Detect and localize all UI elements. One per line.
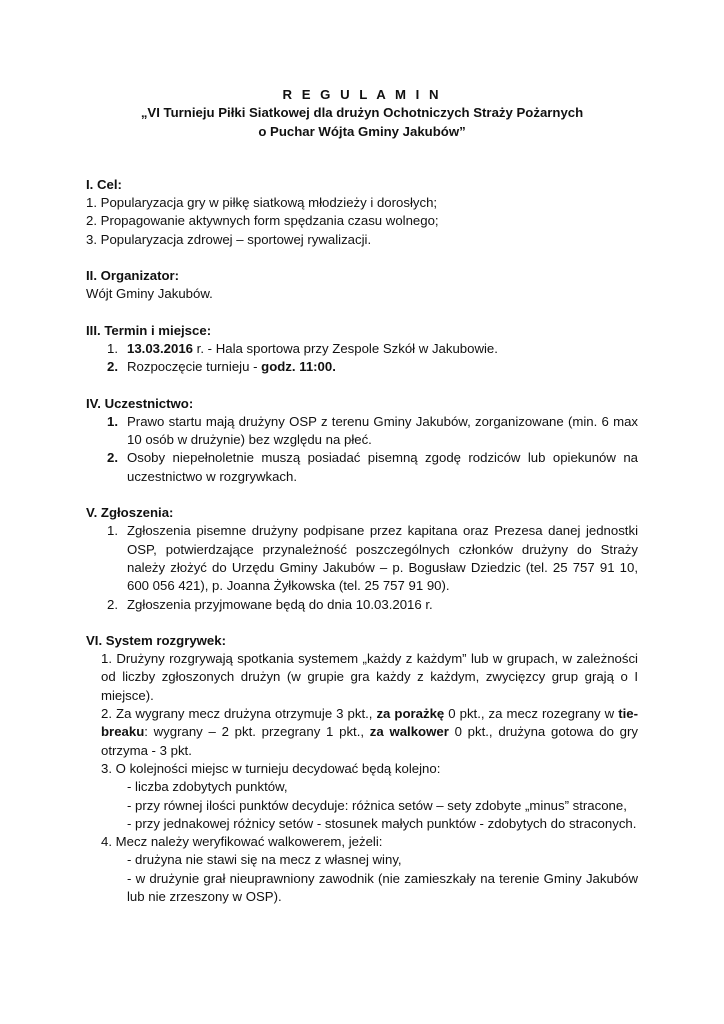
text-run: 0 pkt., za mecz rozegrany w xyxy=(444,706,619,722)
cel-item-2: 2. Propagowanie aktywnych form spędzania czasu wolnego; xyxy=(86,213,439,229)
list-number: 1. xyxy=(107,523,118,539)
text-run-bold: za walkower xyxy=(369,724,449,740)
system-point-1: 1. Drużyny rozgrywają spotkania systemem „każdy z każdym” lub w grupach, w zależności od liczby zgłoszonych drużyn (w grupie gra każdy z każdym, zwycięzcy grup grają o I miejsce). xyxy=(101,651,638,703)
section-uczestnictwo xyxy=(86,395,638,486)
event-date: 13.03.2016 xyxy=(127,340,194,356)
list-number: 1. xyxy=(107,413,118,429)
list-item xyxy=(86,596,638,614)
document-subtitle-line2: o Puchar Wójta Gminy Jakubów” xyxy=(258,123,466,139)
start-time: godz. 11:00. xyxy=(261,359,336,375)
system-point-3: 3. O kolejności miejsc w turnieju decydować będą kolejno: xyxy=(101,760,441,776)
start-label: Rozpoczęcie turnieju - xyxy=(127,359,262,375)
uczestnictwo-list xyxy=(86,413,638,486)
section-system xyxy=(86,632,638,906)
text-run-bold: za porażkę xyxy=(376,706,445,722)
list-item xyxy=(86,522,638,595)
text-run: : wygrany – 2 pkt. przegrany 1 pkt., xyxy=(144,724,370,740)
dash-item: - w drużynie grał nieuprawniony zawodnik (nie zamieszkały na terenie Gminy Jakubów lub nie zrzeszony w OSP). xyxy=(127,870,638,904)
dash-item: - drużyna nie stawi się na mecz z własnej winy, xyxy=(127,852,402,868)
list-number: 2. xyxy=(107,596,118,612)
list-number: 2. xyxy=(107,359,118,375)
list-item xyxy=(86,340,638,358)
section-heading: V. Zgłoszenia: xyxy=(86,505,174,521)
organizator-text: Wójt Gminy Jakubów. xyxy=(86,286,213,302)
list-text: Zgłoszenia przyjmowane będą do dnia 10.03.2016 r. xyxy=(127,596,433,612)
section-heading: I. Cel: xyxy=(86,176,122,192)
cel-item-1: 1. Popularyzacja gry w piłkę siatkową młodzieży i dorosłych; xyxy=(86,195,438,211)
dash-item: - przy równej ilości punktów decyduje: różnica setów – sety zdobyte „minus” stracone, xyxy=(127,797,627,813)
termin-list xyxy=(86,340,638,377)
list-item xyxy=(86,358,638,376)
section-zgloszenia xyxy=(86,504,638,614)
section-heading: VI. System rozgrywek: xyxy=(86,632,226,648)
section-heading: III. Termin i miejsce: xyxy=(86,322,212,338)
system-point-4: 4. Mecz należy weryfikować walkowerem, jeżeli: xyxy=(101,834,383,850)
text-run: 0 pkt., drużyna gotowa do gry otrzyma - 3 pkt. xyxy=(101,724,638,758)
event-place: r. - Hala sportowa przy Zespole Szkół w Jakubowie. xyxy=(193,340,498,356)
system-point-2 xyxy=(86,705,638,760)
section-cel xyxy=(86,176,638,249)
section-termin xyxy=(86,322,638,377)
text-run: 2. Za wygrany mecz drużyna otrzymuje 3 pkt., xyxy=(101,706,377,722)
dash-item: - liczba zdobytych punktów, xyxy=(127,779,288,795)
document-title: R E G U L A M I N xyxy=(282,87,442,102)
section-heading: IV. Uczestnictwo: xyxy=(86,395,194,411)
dash-item: - przy jednakowej różnicy setów - stosunek małych punktów - zdobytych do straconych. xyxy=(127,815,637,831)
list-item xyxy=(86,449,638,486)
list-text: Prawo startu mają drużyny OSP z terenu Gminy Jakubów, zorganizowane (min. 6 max 10 osób w drużynie) bez względu na płeć. xyxy=(127,413,638,448)
list-number: 1. xyxy=(107,340,118,356)
list-number: 2. xyxy=(107,450,118,466)
section-organizator xyxy=(86,267,638,304)
list-text: Osoby niepełnoletnie muszą posiadać pisemną zgodę rodziców lub opiekunów na uczestnictwo w rozgrywkach. xyxy=(127,450,638,484)
document-subtitle-line1: „VI Turnieju Piłki Siatkowej dla drużyn Ochotniczych Straży Pożarnych xyxy=(140,105,584,121)
text-run-bold: tie-breaku xyxy=(101,706,638,740)
section-heading: II. Organizator: xyxy=(86,268,180,284)
zgloszenia-list xyxy=(86,522,638,613)
list-text: Zgłoszenia pisemne drużyny podpisane przez kapitana oraz Prezesa danej jednostki OSP, potwierdzające przynależność poszczególnych członków drużyny do Straży należy złożyć do Urzędu Gminy Jakubów – p. Bogusław Dziedzic (tel. 25 757 91 10, 600 056 421), p. Joanna Żyłkowska (tel. 25 757 91 90). xyxy=(127,523,638,594)
cel-item-3: 3. Popularyzacja zdrowej – sportowej rywalizacji. xyxy=(86,231,372,247)
list-item xyxy=(86,413,638,450)
